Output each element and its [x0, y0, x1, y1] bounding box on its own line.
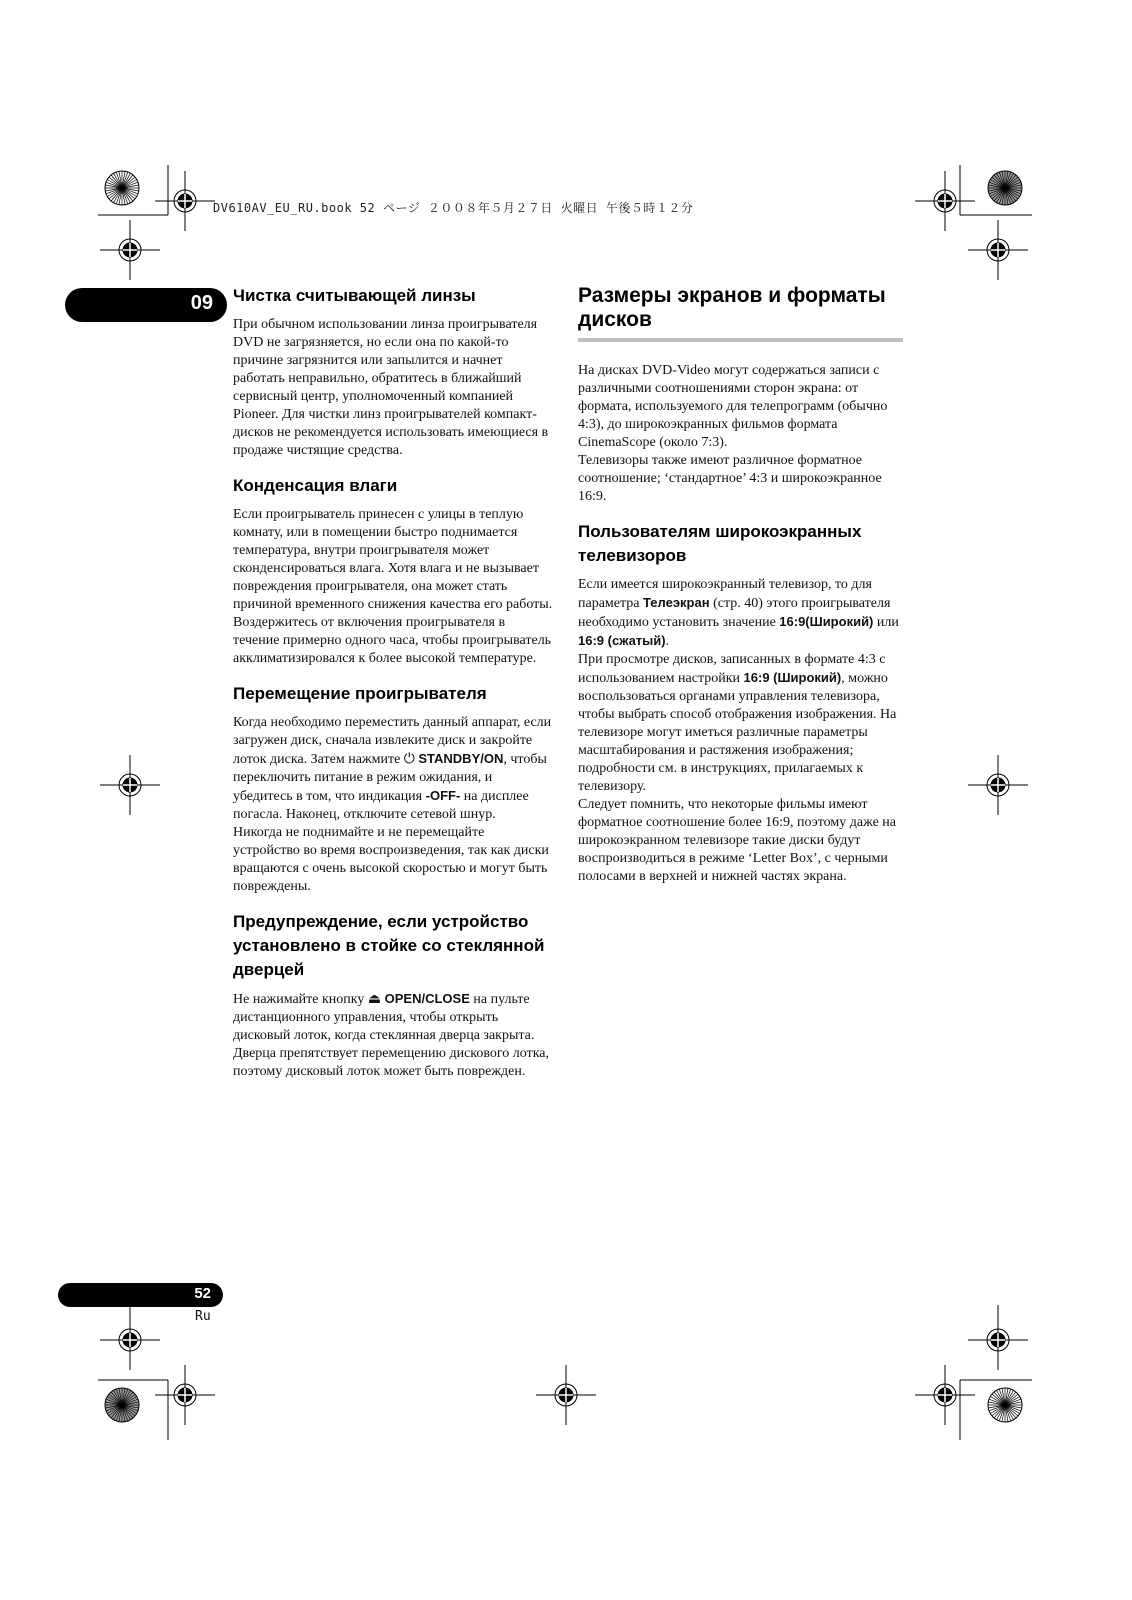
text-run: Не нажимайте кнопку	[233, 992, 368, 1007]
text-run: на пульте дистанционного управления, чтобы открыть дисковый лоток, когда стеклянная дверца закрыта. Дверца препятствует перемещению дискового лотка, поэтому дисковый лоток может быть поврежден.	[233, 992, 550, 1079]
compressed-option-label: 16:9 (сжатый)	[578, 633, 666, 648]
crosshair-mark	[100, 755, 160, 815]
standby-on-label: STANDBY/ON	[418, 751, 504, 766]
crosshair-mark	[968, 220, 1028, 280]
text-run: на дисплее погасла. Наконец, отключите сетевой шнур.	[233, 789, 529, 822]
section-title: Чистка считывающей линзы	[233, 286, 476, 305]
text-run: .	[665, 634, 670, 649]
crosshair-mark	[100, 220, 160, 280]
language-code: Ru	[195, 1309, 211, 1324]
paragraph: Если проигрыватель принесен с улицы в теплую комнату, или в помещении быстро поднимается температура, внутри проигрывателя может сконденсироваться влага. Хотя влага и не вызывает повреждения проигрывателя, она может стать причиной временного снижения качества его работы. Воздержитесь от включения проигрывателя в течение примерно одного часа, чтобы проигрыватель акклиматизировался к более высокой температуре.	[233, 507, 553, 666]
page-number: 52	[194, 1285, 211, 1302]
section-title: Конденсация влаги	[233, 476, 398, 495]
text-run: При просмотре дисков, записанных в формате 4:3 с использованием настройки	[578, 652, 886, 686]
paragraph	[578, 576, 903, 651]
section-condensation	[233, 474, 553, 668]
crosshair-mark	[968, 1310, 1028, 1370]
page-number-bar	[58, 1283, 223, 1307]
main-title: Размеры экранов и форматы дисков	[578, 284, 886, 331]
registration-rosette	[105, 1388, 139, 1422]
text-run: или	[873, 615, 899, 630]
registration-rosette	[988, 171, 1022, 205]
off-indicator-label: -OFF-	[425, 788, 461, 803]
text-run: Когда необходимо переместить данный аппарат, если загружен диск, сначала извлеките диск и закройте лоток диска. Затем нажмите	[233, 715, 552, 767]
paragraph: При обычном использовании линза проигрывателя DVD не загрязняется, но если она по какой-то причине загрязнится или запылится и начнет работать неправильно, обратитесь в ближайший сервисный центр, уполномоченный компанией Pioneer. Для чистки линз проигрывателей компакт-дисков не рекомендуется использовать имеющиеся в продаже чистящие средства.	[233, 317, 549, 458]
standby-icon: ⏻	[403, 752, 415, 767]
section-widescreen-users	[578, 520, 903, 886]
text-run: , можно воспользоваться органами управления телевизора, чтобы выбрать способ отображения изображения. На телевизоре могут иметься различные параметры масштабирования и растяжения изображения; подробности см. в инструкциях, прилагаемых к телевизору.	[578, 671, 897, 794]
text-run: (стр. 40) этого проигрывателя необходимо установить значение	[578, 596, 891, 630]
paragraph: Телевизоры также имеют различное форматное соотношение; ‘стандартное’ 4:3 и широкоэкранное 16:9.	[578, 453, 882, 504]
paragraph	[233, 714, 553, 824]
crosshair-mark	[968, 755, 1028, 815]
right-column	[578, 284, 903, 900]
tv-screen-setting-label: Телеэкран	[643, 595, 710, 610]
crosshair-mark	[915, 1365, 975, 1425]
open-close-label: OPEN/CLOSE	[384, 991, 470, 1006]
paragraph: Никогда не поднимайте и не перемещайте устройство во время воспроизведения, так как диски вращаются с очень высокой скоростью и могут быть повреждены.	[233, 825, 549, 894]
wide-option-label: 16:9 (Широкий)	[743, 670, 842, 685]
paragraph	[233, 990, 553, 1081]
chapter-number: 09	[190, 292, 213, 314]
book-file-line: DV610AV_EU_RU.book 52 ページ ２００８年５月２７日 火曜日 午後５時１２分	[213, 201, 694, 215]
crosshair-mark	[155, 1365, 215, 1425]
section-title: Пользователям широкоэкранных телевизоров	[578, 522, 862, 565]
registration-rosette	[988, 1388, 1022, 1422]
crosshair-mark	[536, 1365, 596, 1425]
crosshair-mark	[100, 1310, 160, 1370]
paragraph	[578, 651, 903, 796]
text-run: , чтобы переключить питание в режим ожидания, и убедитесь в том, что индикация	[233, 752, 547, 804]
paragraph: На дисках DVD-Video могут содержаться записи с различными соотношениями сторон экрана: от формата, используемого для телепрограмм (обычно 4:3), до широкоэкранных фильмов формата CinemaScope (около 7:3).	[578, 363, 888, 450]
wide-option-label: 16:9(Широкий)	[779, 614, 874, 629]
registration-rosette	[105, 171, 139, 205]
title-rule	[578, 338, 903, 342]
eject-icon: ⏏	[367, 992, 382, 1007]
crosshair-mark	[915, 171, 975, 231]
section-title: Предупреждение, если устройство установлено в стойке со стеклянной дверцей	[233, 912, 545, 979]
left-column	[233, 284, 553, 1095]
text-run: Если имеется широкоэкранный телевизор, то для параметра	[578, 577, 872, 611]
crosshair-mark	[155, 171, 215, 231]
paragraph: Следует помнить, что некоторые фильмы имеют форматное соотношение более 16:9, поэтому даже на широкоэкранном телевизоре такие диски будут воспроизводиться в режиме ‘Letter Box’, с черными полосами в верхней и нижней частях экрана.	[578, 797, 896, 884]
section-title: Перемещение проигрывателя	[233, 684, 487, 703]
chapter-tab	[65, 288, 227, 322]
section-glass-door-warning	[233, 910, 553, 1081]
section-moving-player	[233, 682, 553, 896]
section-screen-sizes	[578, 362, 903, 506]
section-lens-cleaning	[233, 284, 553, 460]
